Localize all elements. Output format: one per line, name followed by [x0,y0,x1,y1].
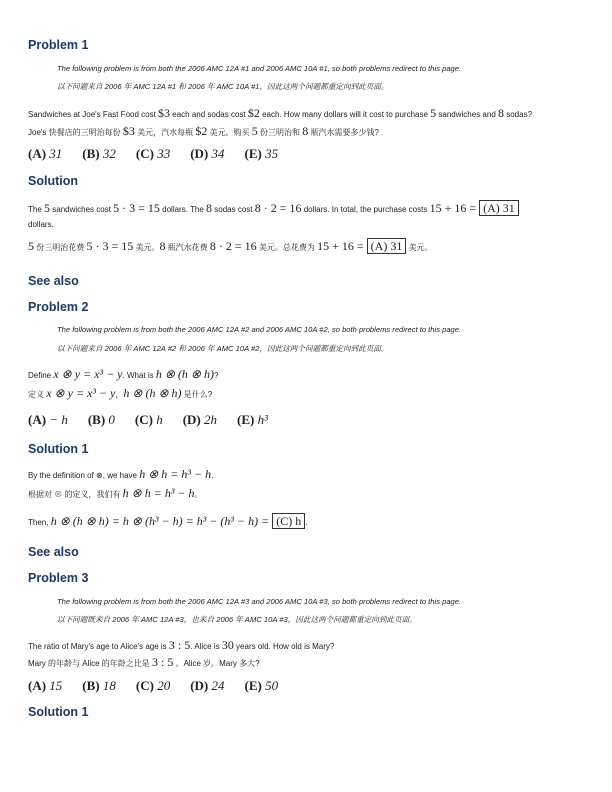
problem-text-zh [28,125,379,139]
text: sandwiches and [436,110,498,119]
math: 8 · 2 = 16 [209,239,257,253]
text: 是什么? [181,390,213,399]
heading-problem-2 [28,299,88,315]
choice-letter: (A) [28,412,47,427]
choice-value: 34 [211,146,225,161]
text: 份三明治花费 [34,243,87,252]
text: ? [213,371,219,380]
text: Problem 2 [28,300,89,314]
text: . Alice is [190,642,222,651]
answer-choice [136,148,170,160]
math: $2 [247,106,260,120]
answer-choice [244,680,278,692]
math: h ⊗ (h ⊗ h) [123,386,182,400]
redirect-note [57,324,461,336]
choice-value: 32 [102,146,116,161]
text: 美元。购买 [207,128,252,137]
redirect-note-zh [57,614,417,626]
text: 瓶汽水花费 [165,243,210,252]
text: dollars. The [159,205,207,214]
text: sodas cost [212,205,255,214]
answer-choice [82,680,116,692]
text: 美元。总花费为 [256,243,318,252]
answer-choice [237,414,268,426]
math: 5 [251,124,258,138]
text: 。Alice 岁。Mary 多大? [173,659,260,668]
answer-choice [28,414,68,426]
boxed-answer: (C) h [272,513,305,529]
choice-letter: (E) [237,412,255,427]
choice-value: h³ [257,412,269,427]
text: Solution [28,174,78,188]
text: 美元。 [406,243,433,252]
text: sodas? [504,110,533,119]
redirect-note-zh [57,343,389,355]
answer-choice [190,680,224,692]
boxed-answer: (A) 31 [479,200,519,216]
text: Problem 1 [28,38,89,52]
choice-letter: (D) [182,412,201,427]
text: each and sodas cost [170,110,248,119]
choice-value: 0 [108,412,115,427]
choice-letter: (D) [190,678,209,693]
choice-letter: (C) [135,146,154,161]
math: x ⊗ y = x³ − y [53,367,123,381]
text: 以下问题来自 2006 年 AMC 12A #2 和 2006 年 AMC 10A #2，因此这两个问题都重定向到此页面。 [57,344,389,353]
heading-see-also [28,273,79,289]
text: Define [28,371,54,380]
problem-text-zh [28,387,212,401]
answer-choices [28,148,298,160]
math: h ⊗ (h ⊗ h) [155,367,214,381]
boxed-answer: (A) 31 [367,238,407,254]
redirect-note [57,596,461,608]
solution-text [28,202,519,216]
text: See also [28,545,79,559]
text: 根据对 ⊗ 的定义，我们有 [28,490,123,499]
text: . What is [122,371,156,380]
math: h ⊗ h = h³ − h [139,467,212,481]
text: Solution 1 [28,705,89,719]
choice-letter: (A) [28,146,47,161]
heading-problem-3 [28,570,88,586]
text: Then, [28,518,51,527]
choice-value: − h [49,412,68,427]
text: dollars. In total, the purchase costs [301,205,430,214]
text: Sandwiches at Joe's Fast Food cost [28,110,159,119]
math: 30 [221,638,234,652]
text: Joe's 快餐店的三明治每份 [28,128,123,137]
choice-letter: (A) [28,678,47,693]
choice-letter: (B) [82,146,100,161]
choice-letter: (B) [87,412,106,427]
answer-choice [88,414,115,426]
answer-choice [28,680,62,692]
choice-value: 24 [211,678,225,693]
choice-value: h [156,412,163,427]
solution-text-zh [28,487,203,501]
text: sandwiches cost [50,205,114,214]
text: dollars. [28,220,54,229]
math: 5 [44,201,51,215]
math: 15 + 16 = [429,201,480,215]
text: 份三明治和 [257,128,303,137]
math: 8 [302,124,309,138]
text: By the definition of ⊗, we have [28,471,140,480]
math: 8 [498,106,504,120]
text: ， [115,390,124,399]
text: . [305,518,308,527]
choice-letter: (B) [82,678,100,693]
text: 瓶汽水需要多少钱? [308,128,379,137]
text: The following problem is from both the 2006 AMC 12A #3 and 2006 AMC 10A #3, so both problems redirect to this page. [57,597,462,606]
text: The ratio of Mary's age to Alice's age is [28,642,169,651]
math: $3 [122,124,135,138]
solution-text-cont [28,219,54,231]
choice-letter: (E) [244,146,262,161]
math: 8 [159,239,166,253]
choice-value: 20 [157,678,171,693]
math: 15 + 16 = [317,239,367,253]
text: See also [28,274,79,288]
text: 定义 [28,390,47,399]
heading-solution [28,173,78,189]
math: h ⊗ (h ⊗ h) = h ⊗ (h³ − h) = h³ − (h³ − h) = [50,514,273,528]
problem-text [28,368,218,382]
math: x ⊗ y = x³ − y [46,386,116,400]
math: 5 · 3 = 15 [113,201,160,215]
text: Solution 1 [28,442,89,456]
math: 3 : 5 [152,655,174,669]
choice-value: 15 [49,678,63,693]
problem-text [28,639,334,653]
text: . [211,471,214,480]
answer-choice [183,414,217,426]
text: 美元，汽水每瓶 [134,128,196,137]
text: The following problem is from both the 2006 AMC 12A #1 and 2006 AMC 10A #1, so both problems redirect to this page. [57,64,462,73]
choice-value: 31 [49,146,63,161]
text: each. How many dollars will it cost to purchase [259,110,431,119]
answer-choice [136,680,170,692]
answer-choice [28,148,62,160]
solution-text [28,468,213,482]
choice-letter: (D) [190,146,209,161]
text: Mary 的年龄与 Alice 的年龄之比是 [28,659,153,668]
choice-value: 50 [265,678,279,693]
text: Problem 3 [28,571,89,585]
problem-text [28,107,532,121]
choice-letter: (E) [244,678,262,693]
answer-choice [244,148,278,160]
math: 5 · 3 = 15 [86,239,134,253]
choice-letter: (C) [135,678,154,693]
math: $3 [158,106,171,120]
math: 8 [206,201,213,215]
text: The [28,205,45,214]
choice-value: 35 [265,146,279,161]
problem-text-zh [28,656,260,670]
math: 8 · 2 = 16 [254,201,302,215]
answer-choice [82,148,116,160]
answer-choice [190,148,224,160]
choice-value: 18 [102,678,116,693]
text: The following problem is from both the 2006 AMC 12A #2 and 2006 AMC 10A #2, so both problems redirect to this page. [57,325,462,334]
heading-solution-1 [28,704,88,720]
solution-text-2 [28,515,307,529]
redirect-note-zh [57,81,389,93]
text: 。 [194,490,203,499]
answer-choices [28,414,288,426]
solution-text-zh [28,240,433,254]
math: h ⊗ h = h³ − h [122,486,195,500]
choice-value: 2h [204,412,218,427]
math: 5 [28,239,34,253]
text: 以下问题来自 2006 年 AMC 12A #1 和 2006 年 AMC 10A #1，因此这两个问题都重定向到此页面。 [57,82,389,91]
text: 美元。 [133,243,160,252]
text: 以下问题既来自 2006 年 AMC 12A #3，也来自 2006 年 AMC 10A #3，因此这两个问题都重定向到此页面。 [57,615,417,624]
answer-choice [135,414,163,426]
math: 3 : 5 [168,638,191,652]
math: 5 [430,106,437,120]
heading-problem-1 [28,37,88,53]
text: years old. How old is Mary? [233,642,335,651]
heading-solution-1 [28,441,88,457]
choice-letter: (C) [134,412,153,427]
heading-see-also [28,544,79,560]
redirect-note [57,63,461,75]
math: $2 [195,124,208,138]
choice-value: 33 [157,146,171,161]
answer-choices [28,680,298,692]
